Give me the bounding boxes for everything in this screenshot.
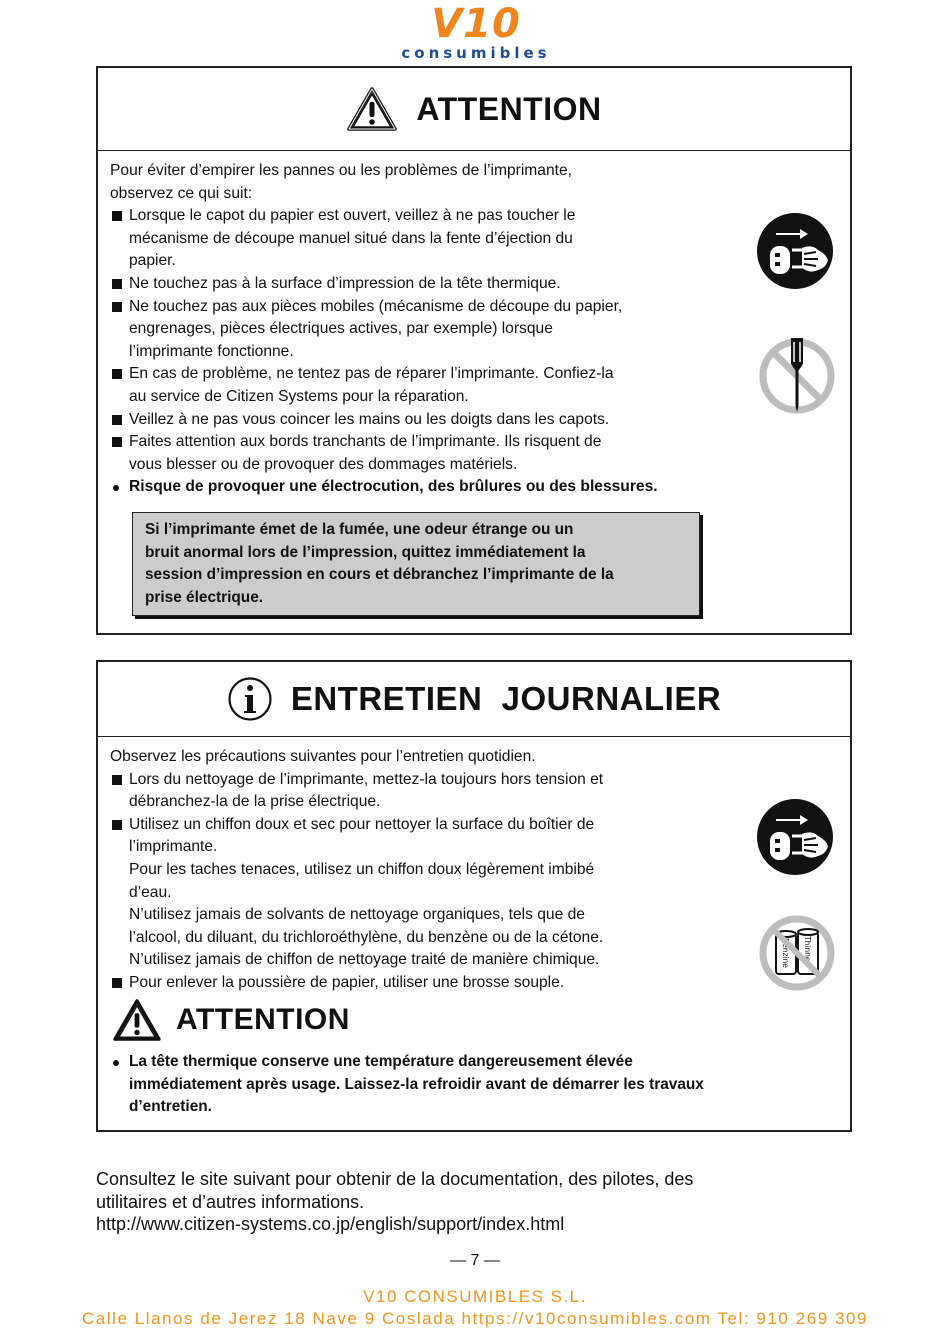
- item-line: immédiatement après usage. Laissez-la refroidir avant de démarrer les travaux: [129, 1075, 704, 1093]
- list-item: [110, 972, 720, 995]
- support-url[interactable]: http://www.citizen-systems.co.jp/english/support/index.html: [96, 1214, 565, 1235]
- attention-header: [98, 68, 850, 151]
- info-icon: [227, 676, 273, 722]
- support-info: [96, 1168, 856, 1236]
- item-line: l’alcool, du diluant, du trichloroéthylène, du benzène ou de la cétone.: [129, 928, 604, 946]
- item-line: Risque de provoquer une électrocution, des brûlures ou des blessures.: [129, 478, 658, 496]
- inner-attention-heading: [112, 998, 350, 1042]
- square-bullet-icon: [112, 369, 122, 379]
- support-line: utilitaires et d’autres informations.: [96, 1191, 365, 1212]
- v10-logo: [392, 1, 560, 66]
- item-line: mécanisme de découpe manuel situé dans la fente d’éjection du: [129, 229, 573, 247]
- item-line: vous blesser ou de provoquer des dommages matériels.: [129, 455, 518, 473]
- square-bullet-icon: [112, 437, 122, 447]
- item-line: l’imprimante.: [129, 838, 218, 856]
- item-line: Pour les taches tenaces, utilisez un chiffon doux légèrement imbibé: [129, 860, 595, 878]
- attention-title: ATTENTION: [416, 90, 602, 127]
- no-disassembly-icon: [758, 336, 836, 416]
- list-item: [110, 363, 720, 408]
- list-item: [110, 769, 720, 814]
- maintenance-title: ENTRETIEN JOURNALIER: [290, 680, 722, 717]
- can-label-benzine: Benzine: [781, 938, 790, 968]
- company-address: Calle Llanos de Jerez 18 Nave 9 Coslada https://v10consumibles.com Tel: 910 269 309: [81, 1309, 869, 1328]
- item-line: N’utilisez jamais de solvants de nettoyage organiques, tels que de: [129, 906, 585, 924]
- item-line: La tête thermique conserve une température dangereusement élevée: [129, 1053, 633, 1070]
- item-line: engrenages, pièces électriques actives, par exemple) lorsque: [129, 320, 553, 338]
- attention-content: [110, 160, 720, 499]
- square-bullet-icon: [112, 775, 122, 785]
- attention-intro-line: Pour éviter d’empirer les pannes ou les problèmes de l’imprimante,: [110, 162, 572, 179]
- warning-line: Si l’imprimante émet de la fumée, une odeur étrange ou un: [145, 521, 574, 538]
- maintenance-content: [110, 746, 720, 995]
- square-bullet-icon: [112, 211, 122, 221]
- item-line: Pour enlever la poussière de papier, utiliser une brosse souple.: [129, 973, 565, 991]
- item-line: N’utilisez jamais de chiffon de nettoyage traité de manière chimique.: [129, 951, 600, 969]
- item-line: Faites attention aux bords tranchants de l’imprimante. Ils risquent de: [129, 433, 602, 451]
- list-item: [110, 409, 720, 432]
- item-line: Lorsque le capot du papier est ouvert, veillez à ne pas toucher le: [129, 207, 576, 225]
- maintenance-header: [98, 662, 850, 737]
- item-line: Lors du nettoyage de l’imprimante, mettez-la toujours hors tension et: [129, 770, 604, 788]
- list-item: [110, 273, 720, 296]
- list-item: [110, 814, 720, 972]
- round-bullet-icon: [113, 485, 119, 491]
- item-line: Ne touchez pas aux pièces mobiles (mécanisme de découpe du papier,: [129, 297, 623, 315]
- square-bullet-icon: [112, 978, 122, 988]
- maintenance-box: [96, 660, 852, 1132]
- item-line: l’imprimante fonctionne.: [129, 342, 294, 360]
- no-solvent-icon: [758, 914, 836, 992]
- square-bullet-icon: [112, 279, 122, 289]
- list-item: [110, 1051, 820, 1119]
- page-number: — 7 —: [450, 1252, 500, 1269]
- company-name: V10 CONSUMIBLES S.L.: [363, 1287, 587, 1306]
- smoke-warning-box: [132, 512, 700, 616]
- logo-main-text: V10: [431, 1, 521, 47]
- item-line: débranchez-la de la prise électrique.: [129, 793, 381, 811]
- warning-line: prise électrique.: [145, 588, 264, 606]
- warning-triangle-icon: [112, 998, 162, 1042]
- item-line: papier.: [129, 252, 176, 270]
- square-bullet-icon: [112, 415, 122, 425]
- warning-triangle-icon: [346, 86, 398, 132]
- attention-intro-line: observez ce qui suit:: [110, 184, 253, 202]
- item-line: d’eau.: [129, 883, 172, 901]
- logo-sub-text: consumibles: [401, 44, 551, 62]
- attention-box: [96, 66, 852, 635]
- item-line: Utilisez un chiffon doux et sec pour nettoyer la surface du boîtier de: [129, 815, 595, 833]
- item-line: au service de Citizen Systems pour la réparation.: [129, 387, 469, 405]
- list-item: [110, 296, 720, 364]
- square-bullet-icon: [112, 820, 122, 830]
- item-line: Veillez à ne pas vous coincer les mains ou les doigts dans les capots.: [129, 410, 610, 428]
- item-line: En cas de problème, ne tentez pas de réparer l’imprimante. Confiez-la: [129, 365, 614, 383]
- unplug-icon: [756, 798, 834, 876]
- warning-line: session d’impression en cours et débranchez l’imprimante de la: [145, 566, 614, 584]
- inner-attention-title: ATTENTION: [176, 1003, 350, 1036]
- unplug-icon: [756, 212, 834, 290]
- can-label-thinner: Thinner: [803, 936, 812, 965]
- square-bullet-icon: [112, 302, 122, 312]
- hot-head-warning: [110, 1051, 820, 1119]
- maintenance-intro: Observez les précautions suivantes pour l’entretien quotidien.: [110, 748, 536, 765]
- item-line: Ne touchez pas à la surface d’impression de la tête thermique.: [129, 274, 561, 292]
- support-line: Consultez le site suivant pour obtenir de la documentation, des pilotes, des: [96, 1169, 694, 1189]
- round-bullet-icon: [113, 1060, 119, 1066]
- list-item: [110, 431, 720, 476]
- item-line: d’entretien.: [129, 1098, 212, 1116]
- list-item: [110, 205, 720, 273]
- warning-line: bruit anormal lors de l’impression, quittez immédiatement la: [145, 543, 586, 561]
- list-item: [110, 476, 720, 499]
